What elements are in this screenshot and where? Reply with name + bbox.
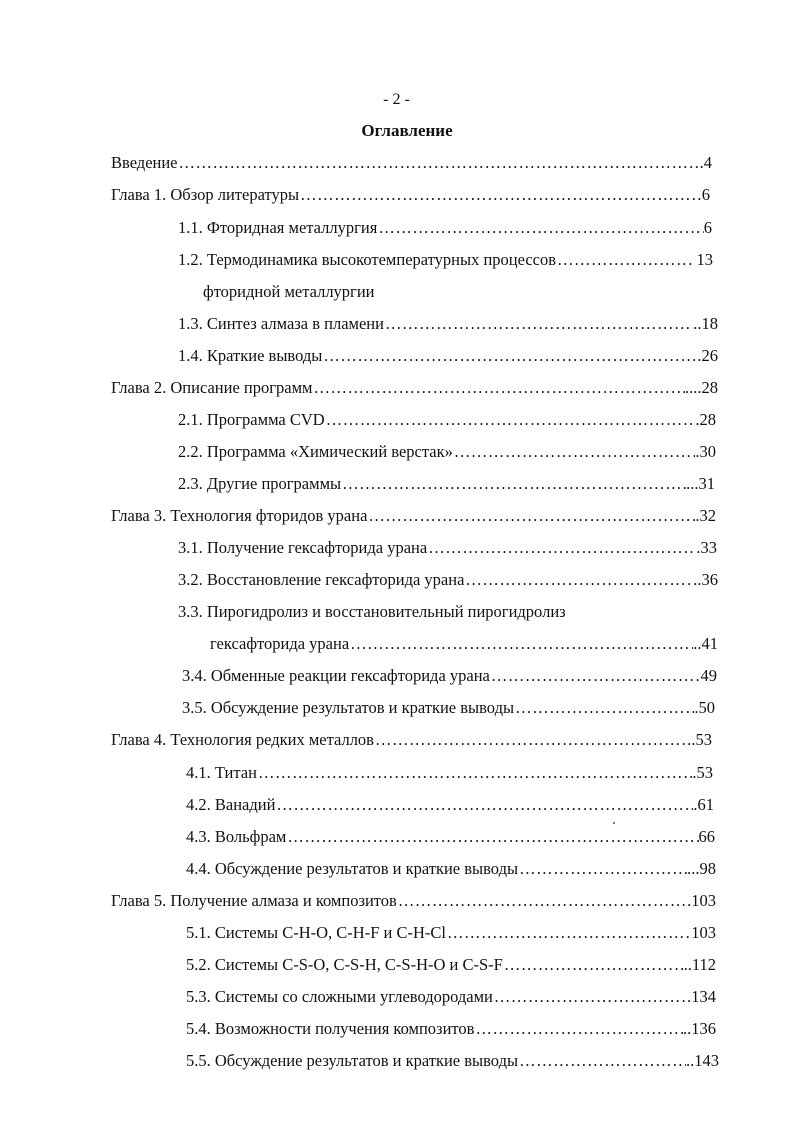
toc-entry-title: Глава 1. Обзор литературы bbox=[111, 185, 300, 204]
toc-entry-title: 5.3. Системы со сложными углеводородами bbox=[186, 987, 493, 1006]
toc-title: Оглавление bbox=[361, 121, 453, 140]
toc-entry-page: 66 bbox=[698, 827, 715, 846]
toc-entry-title: Глава 3. Технология фторидов урана bbox=[111, 506, 368, 525]
scan-speck bbox=[613, 822, 615, 824]
toc-entry-title: Введение bbox=[111, 153, 178, 172]
toc-entry-page: .4 bbox=[699, 153, 712, 172]
toc-entry-page: .32 bbox=[695, 506, 716, 525]
toc-entry-page: ..18 bbox=[693, 314, 718, 333]
toc-entry-title: 3.2. Восстановление гексафторида урана bbox=[178, 570, 465, 589]
toc-entry-title: 1.4. Краткие выводы bbox=[178, 346, 323, 365]
toc-entry-title: 2.2. Программа «Химический верстак» bbox=[178, 442, 453, 461]
toc-entry-title: 4.2. Ванадий bbox=[186, 795, 276, 814]
toc-entry-title: 4.4. Обсуждение результатов и краткие выводы bbox=[186, 859, 519, 878]
toc-entry-title: Глава 2. Описание программ bbox=[111, 378, 313, 397]
page-number: - 2 - bbox=[383, 91, 410, 108]
toc-entry[interactable] bbox=[186, 954, 716, 976]
toc-entry-heading[interactable]: 3.3. Пирогидролиз и восстановительный пирогидролиз bbox=[178, 602, 566, 621]
toc-entry-title: 3.4. Обменные реакции гексафторида урана bbox=[182, 666, 490, 685]
toc-entry-title: Глава 4. Технология редких металлов bbox=[111, 730, 374, 749]
toc-entry-page: .26 bbox=[697, 346, 718, 365]
toc-entry[interactable] bbox=[178, 473, 715, 495]
toc-entry-page: ...98 bbox=[687, 859, 716, 878]
toc-entry-page: .103 bbox=[687, 891, 716, 910]
toc-entry-page: .28 bbox=[695, 410, 716, 429]
toc-entry-title: 5.4. Возможности получения композитов bbox=[186, 1019, 475, 1038]
toc-entry[interactable] bbox=[111, 729, 712, 751]
toc-entry[interactable] bbox=[111, 152, 712, 174]
toc-entry-page: 49 bbox=[700, 666, 717, 685]
toc-entry[interactable] bbox=[182, 697, 715, 719]
toc-entry-page: ..36 bbox=[693, 570, 718, 589]
toc-entry-title: 5.2. Системы С-S-О, С-S-H, С-S-H-O и С-S-F bbox=[186, 955, 503, 974]
toc-entry-page: . 13 bbox=[688, 250, 713, 269]
toc-entry-title: 4.3. Вольфрам bbox=[186, 827, 287, 846]
toc-entry[interactable] bbox=[186, 826, 715, 848]
toc-entry[interactable] bbox=[186, 1050, 719, 1072]
toc-entry[interactable] bbox=[178, 441, 716, 463]
toc-entry-title: 4.1. Титан bbox=[186, 763, 257, 782]
toc-entry[interactable] bbox=[111, 890, 716, 912]
toc-entry[interactable] bbox=[178, 569, 718, 591]
toc-entry-title: 3.5. Обсуждение результатов и краткие выводы bbox=[182, 698, 515, 717]
toc-entry[interactable] bbox=[210, 633, 718, 655]
toc-entry-page: ..112 bbox=[683, 955, 716, 974]
toc-entry[interactable] bbox=[186, 794, 714, 816]
toc-entry-page: .33 bbox=[696, 538, 717, 557]
toc-entry[interactable] bbox=[178, 313, 718, 335]
toc-entry-title: 2.3. Другие программы bbox=[178, 474, 342, 493]
toc-entry[interactable] bbox=[178, 345, 718, 367]
toc-entry[interactable] bbox=[178, 537, 717, 559]
toc-entry-title: 3.1. Получение гексафторида урана bbox=[178, 538, 428, 557]
toc-entry[interactable] bbox=[178, 249, 713, 271]
toc-entry-title: 1.2. Термодинамика высокотемпературных процессов bbox=[178, 250, 557, 269]
toc-entry-page: .53 bbox=[691, 730, 712, 749]
toc-entry-page: 103 bbox=[691, 923, 716, 942]
toc-entry-title: 2.1. Программа CVD bbox=[178, 410, 325, 429]
toc-entry-page: 6 bbox=[703, 218, 712, 237]
toc-entry-title: 5.5. Обсуждение результатов и краткие выводы bbox=[186, 1051, 519, 1070]
toc-entry-continuation: гексафторида урана bbox=[210, 634, 350, 653]
toc-entry-page: ..41 bbox=[693, 634, 718, 653]
toc-entry-page: 6 bbox=[701, 185, 710, 204]
toc-entry-page: ....28 bbox=[685, 378, 718, 397]
toc-entry-title: 1.3. Синтез алмаза в пламени bbox=[178, 314, 384, 333]
toc-entry-page: ..136 bbox=[683, 1019, 716, 1038]
toc-entry[interactable] bbox=[186, 762, 713, 784]
toc-entry-page: .50 bbox=[694, 698, 715, 717]
toc-entry-page: ...31 bbox=[686, 474, 715, 493]
toc-entry-page: .61 bbox=[693, 795, 714, 814]
toc-entry[interactable] bbox=[111, 505, 716, 527]
toc-entry[interactable] bbox=[178, 409, 716, 431]
toc-entry[interactable] bbox=[186, 986, 716, 1008]
toc-entry[interactable] bbox=[111, 184, 710, 206]
toc-entry-title: Глава 5. Получение алмаза и композитов bbox=[111, 891, 397, 910]
toc-entry-page: 134 bbox=[691, 987, 716, 1006]
toc-entry[interactable] bbox=[186, 922, 716, 944]
toc-entry[interactable] bbox=[111, 377, 718, 399]
toc-entry-title: 1.1. Фторидная металлургия bbox=[178, 218, 378, 237]
toc-entry-continuation: фторидной металлургии bbox=[203, 282, 375, 301]
toc-entry[interactable] bbox=[182, 665, 717, 687]
toc-entry-title: 5.1. Системы С-Н-О, С-Н-F и С-Н-Cl bbox=[186, 923, 446, 942]
toc-entry[interactable] bbox=[178, 217, 712, 239]
toc-entry-page: ..143 bbox=[686, 1051, 719, 1070]
toc-entry-page: .53 bbox=[692, 763, 713, 782]
toc-entry[interactable] bbox=[186, 1018, 716, 1040]
toc-entry-page: .30 bbox=[695, 442, 716, 461]
toc-entry[interactable] bbox=[186, 858, 716, 880]
